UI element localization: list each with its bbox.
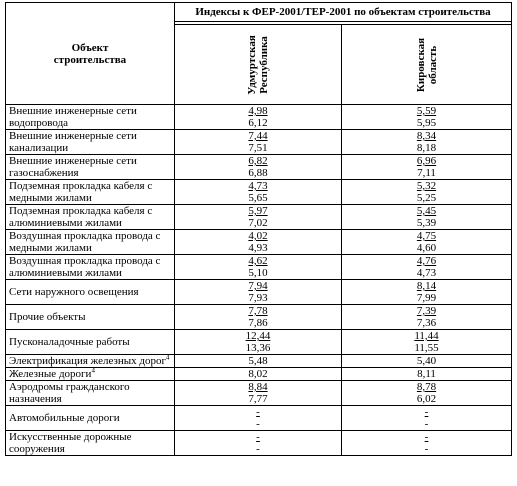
object-name-cell — [6, 130, 175, 155]
index-value-primary: 5,59 — [416, 105, 437, 117]
kirov-index-cell — [342, 130, 512, 155]
object-name: Сети наружного освещения — [9, 286, 139, 298]
index-value-secondary: 7,36 — [416, 317, 437, 329]
index-value-secondary: - — [424, 443, 429, 455]
udmurt-index-cell — [175, 355, 342, 368]
udmurt-index-cell — [175, 305, 342, 330]
index-value-primary: 8,14 — [416, 280, 437, 292]
index-table — [5, 2, 512, 456]
table-row — [6, 230, 512, 255]
object-name: Железные дороги — [9, 368, 92, 380]
object-name-cell — [6, 205, 175, 230]
object-name: Подземная прокладка кабеля с алюминиевыми жилами — [9, 205, 153, 229]
kirov-index-cell — [342, 205, 512, 230]
kirov-index-cell — [342, 155, 512, 180]
index-value-secondary: 11,55 — [414, 342, 439, 354]
kirov-index-cell — [342, 355, 512, 368]
index-value-primary: 5,97 — [248, 205, 268, 217]
index-value-primary: 8,78 — [416, 381, 437, 393]
index-value-primary: 8,84 — [248, 381, 268, 393]
region-header-udmurt-text: Удмуртская Республика — [246, 34, 270, 95]
kirov-index-cell — [342, 381, 512, 406]
table-row — [6, 330, 512, 355]
udmurt-index-cell — [175, 431, 342, 456]
table-row — [6, 105, 512, 130]
object-name: Внешние инженерные сети газоснабжения — [9, 155, 137, 179]
index-value-primary: 4,98 — [248, 105, 268, 117]
index-value-primary: 7,39 — [416, 305, 437, 317]
index-value-primary: 8,02 — [248, 368, 268, 380]
object-name-cell — [6, 230, 175, 255]
object-name-cell — [6, 155, 175, 180]
table-row — [6, 406, 512, 431]
index-value-secondary: 7,99 — [416, 292, 437, 304]
object-name-cell — [6, 280, 175, 305]
object-name-cell — [6, 255, 175, 280]
index-value-primary: 5,48 — [248, 355, 268, 367]
index-value-primary: 4,02 — [248, 230, 268, 242]
object-name: Внешние инженерные сети канализации — [9, 130, 137, 154]
index-value-primary: - — [256, 406, 260, 418]
index-value-secondary: 7,51 — [248, 142, 268, 154]
table-row — [6, 305, 512, 330]
index-value-primary: - — [256, 431, 260, 443]
index-value-primary: 6,82 — [248, 155, 268, 167]
index-value-primary: 7,44 — [248, 130, 268, 142]
index-value-secondary: 7,02 — [248, 217, 268, 229]
index-value-secondary: 4,60 — [416, 242, 437, 254]
index-value-secondary: - — [256, 443, 260, 455]
index-value-secondary: 6,02 — [416, 393, 437, 405]
index-value-primary: - — [424, 431, 429, 443]
index-value-primary: 4,75 — [416, 230, 437, 242]
object-name: Аэродромы гражданского назначения — [9, 381, 130, 405]
index-value-secondary: 6,88 — [248, 167, 268, 179]
index-value-secondary: 5,39 — [416, 217, 437, 229]
index-value-secondary: 7,77 — [248, 393, 268, 405]
index-value-secondary: 5,25 — [416, 192, 437, 204]
table-row — [6, 355, 512, 368]
index-value-secondary: 6,12 — [248, 117, 268, 129]
index-value-primary: - — [424, 406, 429, 418]
index-value-secondary: 7,86 — [248, 317, 268, 329]
region-header-kirov-text: Кировская область — [414, 37, 439, 92]
object-name-cell — [6, 330, 175, 355]
udmurt-index-cell — [175, 105, 342, 130]
table-row — [6, 431, 512, 456]
udmurt-index-cell — [175, 330, 342, 355]
table-row — [6, 381, 512, 406]
object-name: Электрификация железных дорог — [9, 355, 166, 367]
kirov-index-cell — [342, 105, 512, 130]
footnote-marker: 4 — [166, 353, 170, 362]
object-name: Подземная прокладка кабеля с медными жилами — [9, 180, 153, 204]
object-name-cell — [6, 431, 175, 456]
object-name-cell — [6, 105, 175, 130]
index-value-secondary: 5,10 — [248, 267, 268, 279]
object-name: Внешние инженерные сети водопровода — [9, 105, 137, 129]
table-row — [6, 155, 512, 180]
region-header-udmurt — [175, 25, 342, 105]
table-row — [6, 130, 512, 155]
object-name: Пусконаладочные работы — [9, 336, 130, 348]
udmurt-index-cell — [175, 255, 342, 280]
udmurt-index-cell — [175, 180, 342, 205]
object-name: Воздушная прокладка провода с медными жилами — [9, 230, 161, 254]
table-row — [6, 180, 512, 205]
object-name-cell — [6, 355, 175, 368]
index-value-primary: 5,45 — [416, 205, 437, 217]
kirov-index-cell — [342, 368, 512, 381]
group-title-header: Индексы к ФЕР-2001/ТЕР-2001 по объектам строительства — [175, 3, 512, 22]
object-name: Прочие объекты — [9, 311, 86, 323]
index-value-secondary: 4,73 — [416, 267, 437, 279]
object-column-header-text: Объект строительства — [53, 41, 127, 66]
udmurt-index-cell — [175, 280, 342, 305]
kirov-index-cell — [342, 305, 512, 330]
index-value-secondary: 7,11 — [417, 167, 436, 179]
index-value-primary: 6,96 — [416, 155, 437, 167]
object-column-header — [6, 3, 175, 105]
udmurt-index-cell — [175, 230, 342, 255]
udmurt-index-cell — [175, 205, 342, 230]
udmurt-index-cell — [175, 155, 342, 180]
object-name-cell — [6, 305, 175, 330]
index-value-primary: 4,73 — [248, 180, 268, 192]
object-name-cell — [6, 368, 175, 381]
object-name: Искусственные дорожные сооружения — [9, 431, 132, 455]
object-name-cell — [6, 406, 175, 431]
footnote-marker: 4 — [91, 366, 95, 375]
index-value-primary: 4,76 — [416, 255, 437, 267]
index-value-primary: 7,78 — [248, 305, 268, 317]
object-name-cell — [6, 180, 175, 205]
object-name-cell — [6, 381, 175, 406]
udmurt-index-cell — [175, 130, 342, 155]
index-value-secondary: 4,93 — [248, 242, 268, 254]
index-value-primary: 5,40 — [416, 355, 437, 367]
kirov-index-cell — [342, 280, 512, 305]
kirov-index-cell — [342, 230, 512, 255]
index-value-primary: 7,94 — [248, 280, 268, 292]
index-value-secondary: - — [424, 418, 429, 430]
table-row — [6, 368, 512, 381]
object-name: Автомобильные дороги — [9, 412, 120, 424]
index-value-primary: 8,34 — [416, 130, 437, 142]
index-value-secondary: 5,95 — [416, 117, 437, 129]
index-value-secondary: 13,36 — [245, 342, 271, 354]
kirov-index-cell — [342, 431, 512, 456]
region-header-kirov — [342, 25, 512, 105]
index-value-primary: 5,32 — [416, 180, 437, 192]
index-value-primary: 12,44 — [245, 330, 271, 342]
table-row — [6, 280, 512, 305]
index-value-secondary: 7,93 — [248, 292, 268, 304]
index-value-primary: 11,44 — [414, 330, 439, 342]
kirov-index-cell — [342, 180, 512, 205]
table-row — [6, 255, 512, 280]
index-value-secondary: 8,18 — [416, 142, 437, 154]
index-value-secondary: 5,65 — [248, 192, 268, 204]
udmurt-index-cell — [175, 368, 342, 381]
table-row — [6, 205, 512, 230]
udmurt-index-cell — [175, 406, 342, 431]
kirov-index-cell — [342, 406, 512, 431]
index-value-primary: 8,11 — [417, 368, 436, 380]
index-value-secondary: - — [256, 418, 260, 430]
kirov-index-cell — [342, 255, 512, 280]
udmurt-index-cell — [175, 381, 342, 406]
object-name: Воздушная прокладка провода с алюминиевыми жилами — [9, 255, 161, 279]
kirov-index-cell — [342, 330, 512, 355]
index-value-primary: 4,62 — [248, 255, 268, 267]
